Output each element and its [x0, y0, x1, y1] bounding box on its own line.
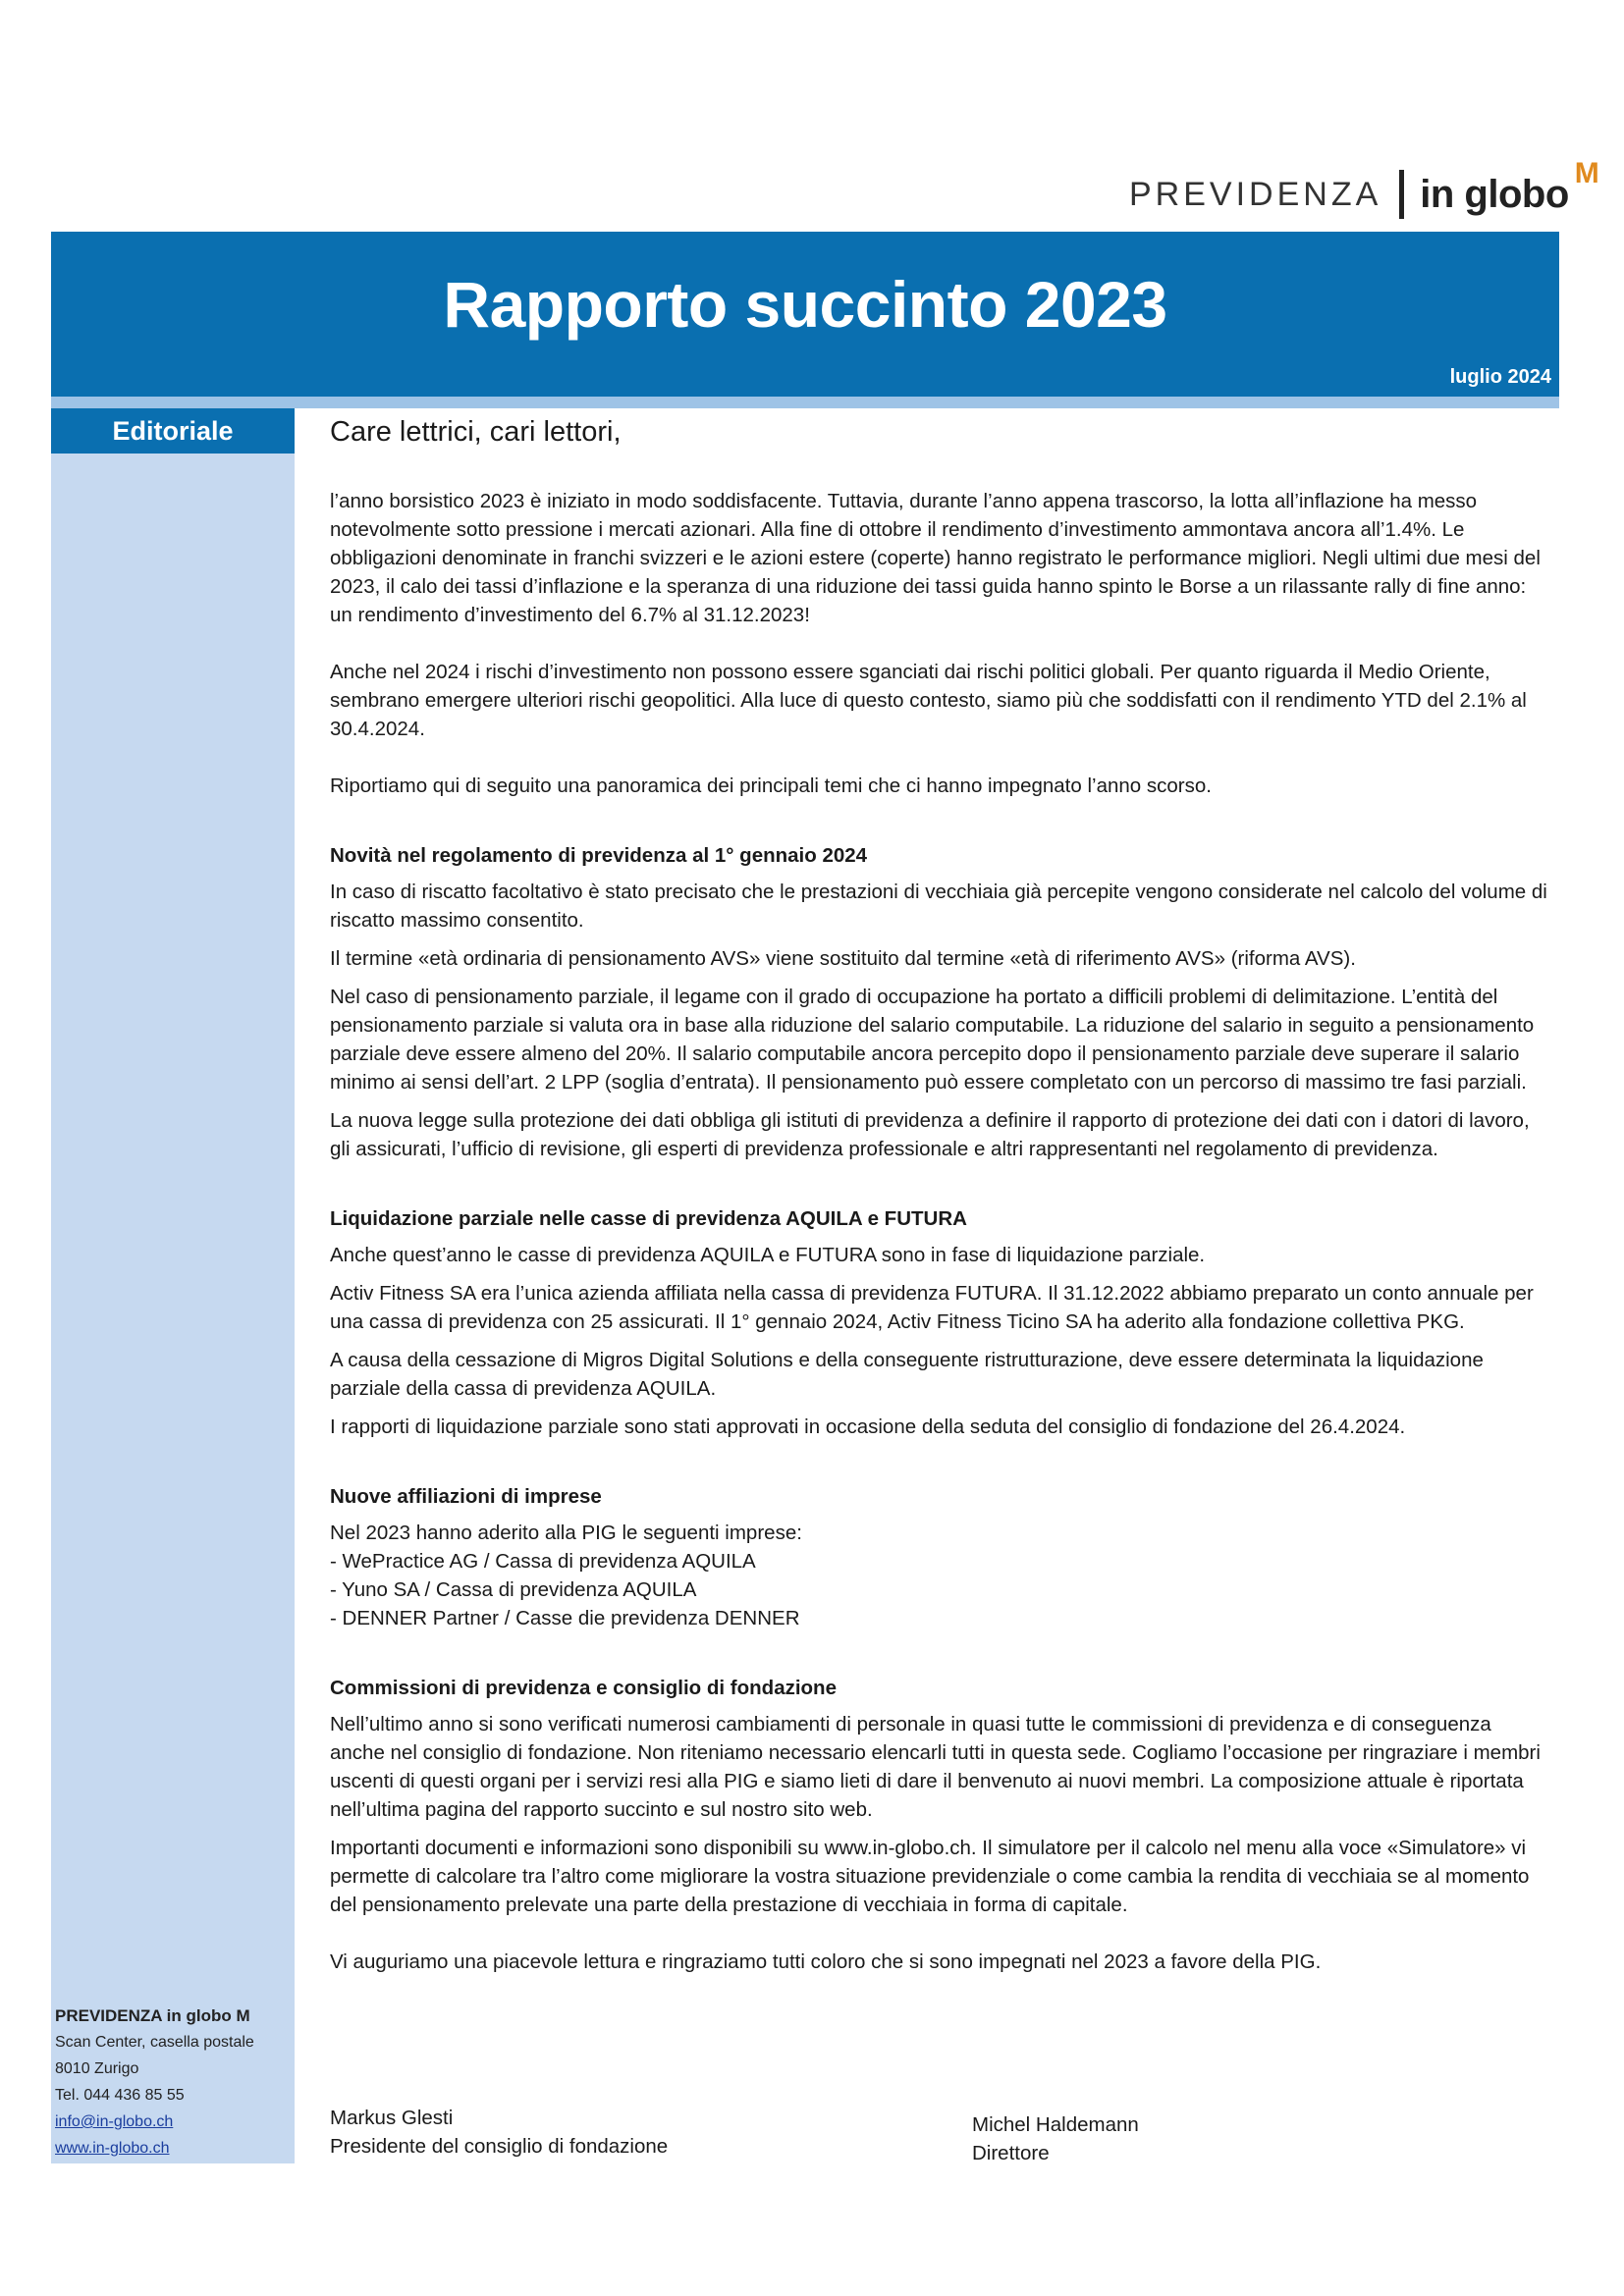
intro-paragraph: l’anno borsistico 2023 è iniziato in modo soddisfacente. Tuttavia, durante l’anno appena trascorso, la lotta all’inflazione ha messo notevolmente sotto pressione i mercati azionari. Alla fine di ottobre il rendimento d’investimento ammontava ancora all’1.4%. Le obbligazioni denominate in franchi svizzeri e le azioni estere (coperte) hanno registrato le performance migliori. Negli ultimi due mesi del 2023, il calo dei tassi d’inflazione e la speranza di una riduzione dei tassi guida hanno spinto le Borse a un rilassante rally di fine anno: un rendimento d’investimento del 6.7% al 31.12.2023!: [330, 490, 1541, 626]
section-paragraph: Importanti documenti e informazioni sono disponibili su www.in-globo.ch. Il simulatore per il calcolo nel menu alla voce «Simulatore» vi permette di calcolare tra l’altro come migliorare la vostra situazione previdenziale o come cambia la rendita di vecchiaia se al momento del pensionamento prelevate una parte della prestazione di vecchiaia in forma di capitale.: [330, 1837, 1530, 1916]
greeting: Care lettrici, cari lettori,: [330, 416, 622, 448]
signatory-name: Michel Haldemann: [972, 2113, 1139, 2136]
signature-president: [330, 2104, 668, 2161]
section-paragraph: Anche quest’anno le casse di previdenza AQUILA e FUTURA sono in fase di liquidazione parziale.: [330, 1244, 1206, 1266]
logo-text-in-globo: in globo: [1420, 172, 1569, 216]
section-paragraph: Nel caso di pensionamento parziale, il legame con il grado di occupazione ha portato a difficili problemi di delimitazione. L’entità del pensionamento parziale si valuta ora in base alla riduzione del salario computabile. La riduzione del salario in seguito a pensionamento parziale deve essere almeno del 20%. Il salario computabile ancora percepito dopo il pensionamento parziale deve superare il salario minimo ai sensi dell’art. 2 LPP (soglia d’entrata). Il pensionamento può essere completato con un percorso di massimo tre fasi parziali.: [330, 986, 1535, 1094]
section-paragraph: I rapporti di liquidazione parziale sono stati approvati in occasione della seduta del consiglio di fondazione del 26.4.2024.: [330, 1415, 1406, 1438]
logo-mark-m: M: [1574, 157, 1599, 189]
section-paragraph: A causa della cessazione di Migros Digital Solutions e della conseguente ristrutturazione, deve essere determinata la liquidazione parziale della cassa di previdenza AQUILA.: [330, 1349, 1484, 1400]
banner-accent-strip: [51, 397, 1559, 408]
page-title: Rapporto succinto 2023: [443, 268, 1167, 341]
logo-divider: [1399, 170, 1404, 219]
contact-phone: Tel. 044 436 85 55: [55, 2087, 185, 2104]
intro-paragraph: Riportiamo qui di seguito una panoramica dei principali temi che ci hanno impegnato l’anno scorso.: [330, 774, 1212, 797]
sidebar-heading: Editoriale: [51, 408, 295, 454]
signatory-role: Direttore: [972, 2142, 1050, 2164]
list-item: - Yuno SA / Cassa di previdenza AQUILA: [330, 1578, 697, 1601]
section-paragraph: La nuova legge sulla protezione dei dati obbliga gli istituti di previdenza a definire il rapporto di protezione dei dati con i datori di lavoro, gli assicurati, l’ufficio di revisione, gli esperti di previdenza professionale e altri rappresentanti nel regolamento di previdenza.: [330, 1109, 1530, 1160]
contact-city: 8010 Zurigo: [55, 2060, 139, 2077]
signatory-role: Presidente del consiglio di fondazione: [330, 2135, 669, 2158]
issue-date: luglio 2024: [1449, 366, 1551, 388]
logo-text-previdenza: PREVIDENZA: [1129, 175, 1382, 213]
list-item: - WePractice AG / Cassa di previdenza AQUILA: [330, 1550, 756, 1573]
section-paragraph: Nell’ultimo anno si sono verificati numerosi cambiamenti di personale in quasi tutte le commissioni di previdenza e di conseguenza anche nel consiglio di fondazione. Non riteniamo necessario elencarli tutti in questa sede. Cogliamo l’occasione per ringraziare i membri uscenti di questi organi per i servizi resi alla PIG e siamo lieti di dare il benvenuto ai nuovi membri. La composizione attuale è riportata nell’ultima pagina del rapporto succinto e sul nostro sito web.: [330, 1713, 1541, 1821]
section-paragraph: Nel 2023 hanno aderito alla PIG le seguenti imprese:: [330, 1522, 802, 1544]
contact-block: [55, 2002, 291, 2162]
section-heading: Nuove affiliazioni di imprese: [330, 1485, 602, 1508]
section-paragraph: Il termine «età ordinaria di pensionamento AVS» viene sostituito dal termine «età di riferimento AVS» (riforma AVS).: [330, 947, 1356, 970]
signatory-name: Markus Glesti: [330, 2107, 454, 2129]
contact-org: PREVIDENZA in globo M: [55, 2006, 250, 2025]
closing-paragraph: Vi auguriamo una piacevole lettura e ringraziamo tutti coloro che si sono impegnati nel 2023 a favore della PIG.: [330, 1950, 1322, 1973]
brand-logo: [1129, 157, 1599, 224]
section-paragraph: Activ Fitness SA era l’unica azienda affiliata nella cassa di previdenza FUTURA. Il 31.12.2022 abbiamo preparato un conto annuale per una cassa di previdenza con 25 assicurati. Il 1° gennaio 2024, Activ Fitness Ticino SA ha aderito alla fondazione collettiva PKG.: [330, 1282, 1534, 1333]
section-heading: Commissioni di previdenza e consiglio di fondazione: [330, 1677, 837, 1699]
contact-address: Scan Center, casella postale: [55, 2034, 254, 2051]
title-banner: [51, 232, 1559, 397]
list-item: - DENNER Partner / Casse die previdenza DENNER: [330, 1607, 800, 1629]
contact-email-link[interactable]: info@in-globo.ch: [55, 2113, 174, 2130]
section-paragraph: In caso di riscatto facoltativo è stato precisato che le prestazioni di vecchiaia già percepite vengono considerate nel calcolo del volume di riscatto massimo consentito.: [330, 881, 1547, 932]
section-heading: Liquidazione parziale nelle casse di previdenza AQUILA e FUTURA: [330, 1207, 967, 1230]
section-heading: Novità nel regolamento di previdenza al 1° gennaio 2024: [330, 844, 868, 867]
signature-director: [972, 2110, 1139, 2167]
sidebar: [51, 408, 295, 2163]
intro-paragraph: Anche nel 2024 i rischi d’investimento non possono essere sganciati dai rischi politici globali. Per quanto riguarda il Medio Oriente, sembrano emergere ulteriori rischi geopolitici. Alla luce di questo contesto, siamo più che soddisfatti con il rendimento YTD del 2.1% al 30.4.2024.: [330, 661, 1527, 740]
contact-web-link[interactable]: www.in-globo.ch: [55, 2140, 170, 2157]
editorial-content: [330, 412, 1547, 1976]
affiliation-list: [330, 1547, 1547, 1632]
